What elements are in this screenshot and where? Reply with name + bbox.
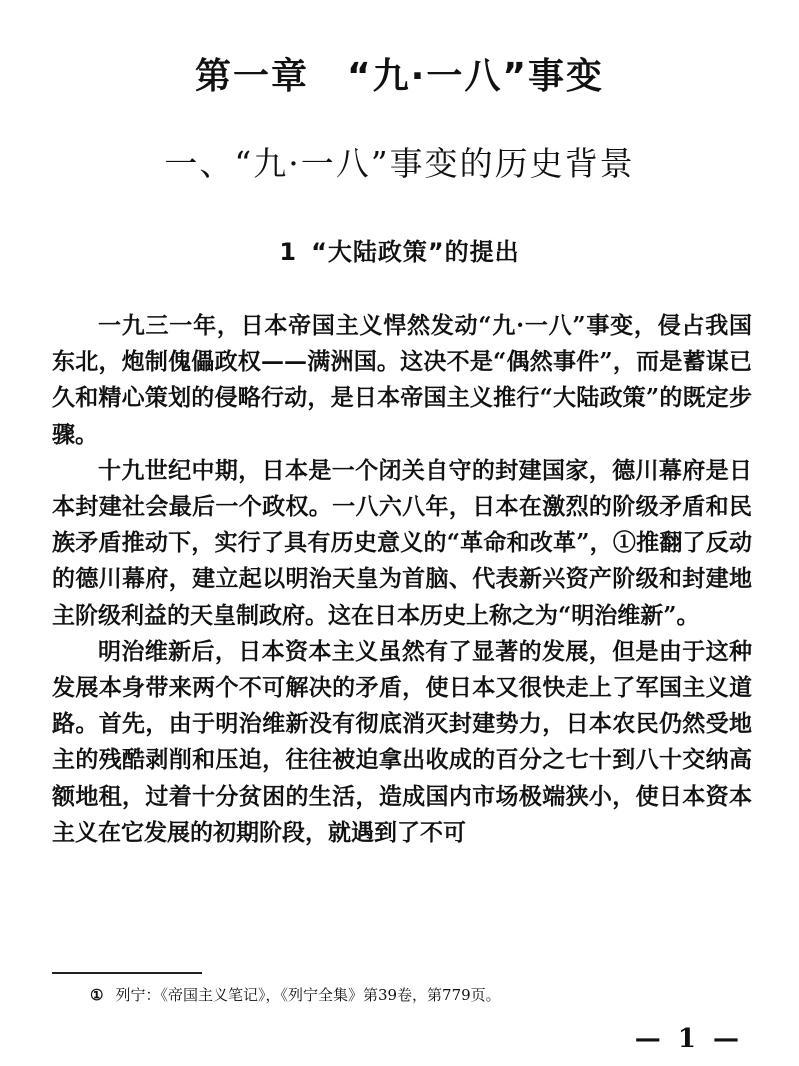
subsection-number: 1 <box>279 238 298 266</box>
subsection-title <box>0 232 799 267</box>
paragraph: 一九三一年，日本帝国主义悍然发动“九·一八”事变，侵占我国东北，炮制傀儡政权——满洲国。这决不是“偶然事件”，而是蓄谋已久和精心策划的侵略行动，是日本帝国主义推行“大陆政策”的既定步骤。 <box>52 312 752 448</box>
page-number: — 1 — <box>634 1024 743 1054</box>
footnote-mark: ① <box>90 986 104 1004</box>
footnote <box>90 984 750 1006</box>
paragraph: 明治维新后，日本资本主义虽然有了显著的发展，但是由于这种发展本身带来两个不可解决的矛盾，使日本又很快走上了军国主义道路。首先，由于明治维新没有彻底消灭封建势力，日本农民仍然受地主的残酷剥削和压迫，往往被迫拿出收成的百分之七十到八十交纳高额地租，过着十分贫困的生活，造成国内市场极端狭小，使日本资本主义在它发展的初期阶段，就遇到了不可 <box>52 637 752 846</box>
footnote-divider <box>52 972 202 974</box>
paragraph: 十九世纪中期，日本是一个闭关自守的封建国家，德川幕府是日本封建社会最后一个政权。一八六八年，日本在激烈的阶级矛盾和民族矛盾推动下，实行了具有历史意义的“革命和改革”，①推翻了反动的德川幕府，建立起以明治天皇为首脑、代表新兴资产阶级和封建地主阶级利益的天皇制政府。这在日本历史上称之为“明治维新”。 <box>52 456 752 629</box>
footnote-text: 列宁：《帝国主义笔记》，《列宁全集》第39卷，第779页。 <box>115 986 501 1004</box>
body-text <box>52 308 752 851</box>
chapter-title: 第一章 “九·一八”事变 <box>195 56 604 97</box>
subsection-title-text: “大陆政策”的提出 <box>311 238 520 266</box>
section-title: 一、“九·一八”事变的历史背景 <box>164 144 635 183</box>
